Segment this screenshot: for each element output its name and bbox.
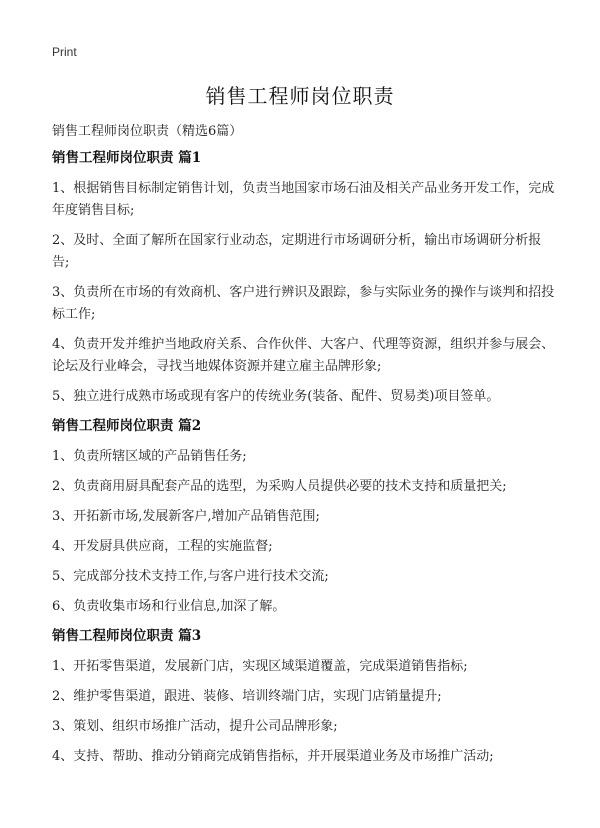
list-item: 3、策划、组织市场推广活动，提升公司品牌形象; xyxy=(52,719,338,734)
list-item: 2、维护零售渠道，跟进、装修、培训终端门店，实现门店销量提升; xyxy=(52,689,442,704)
print-label[interactable]: Print xyxy=(52,45,77,59)
list-item: 1、根据销售目标制定销售计划，负责当地国家市场石油及相关产品业务开发工作，完成年度销售目标; xyxy=(52,181,555,218)
section-heading: 销售工程师岗位职责 篇2 xyxy=(52,418,202,434)
document-title: 销售工程师岗位职责 xyxy=(205,84,395,108)
list-item: 5、独立进行成熟市场或现有客户的传统业务(装备、配件、贸易类)项目签单。 xyxy=(52,389,500,404)
document-subtitle: 销售工程师岗位职责（精选6篇） xyxy=(52,124,243,139)
list-item: 4、支持、帮助、推动分销商完成销售指标，并开展渠道业务及市场推广活动; xyxy=(52,749,494,764)
list-item: 2、负责商用厨具配套产品的选型，为采购人员提供必要的技术支持和质量把关; xyxy=(52,479,507,494)
list-item: 5、完成部分技术支持工作,与客户进行技术交流; xyxy=(52,569,329,584)
list-item: 4、开发厨具供应商，工程的实施监督; xyxy=(52,539,273,554)
document-body xyxy=(52,146,557,768)
section-heading: 销售工程师岗位职责 篇3 xyxy=(52,628,202,644)
section-3 xyxy=(52,624,557,768)
section-1 xyxy=(52,146,557,408)
list-item: 6、负责收集市场和行业信息,加深了解。 xyxy=(52,599,286,614)
list-item: 3、负责所在市场的有效商机、客户进行辨识及跟踪，参与实际业务的操作与谈判和招投标工作; xyxy=(52,285,555,322)
section-2 xyxy=(52,414,557,618)
list-item: 3、开拓新市场,发展新客户,增加产品销售范围; xyxy=(52,509,320,524)
list-item: 2、及时、全面了解所在国家行业动态，定期进行市场调研分析，输出市场调研分析报告; xyxy=(52,233,542,270)
section-heading: 销售工程师岗位职责 篇1 xyxy=(52,150,202,166)
list-item: 1、开拓零售渠道，发展新门店，实现区域渠道覆盖，完成渠道销售指标; xyxy=(52,659,468,674)
list-item: 4、负责开发并维护当地政府关系、合作伙伴、大客户、代理等资源，组织并参与展会、论坛及行业峰会，寻找当地媒体资源并建立雇主品牌形象; xyxy=(52,337,555,374)
list-item: 1、负责所辖区域的产品销售任务; xyxy=(52,449,247,464)
